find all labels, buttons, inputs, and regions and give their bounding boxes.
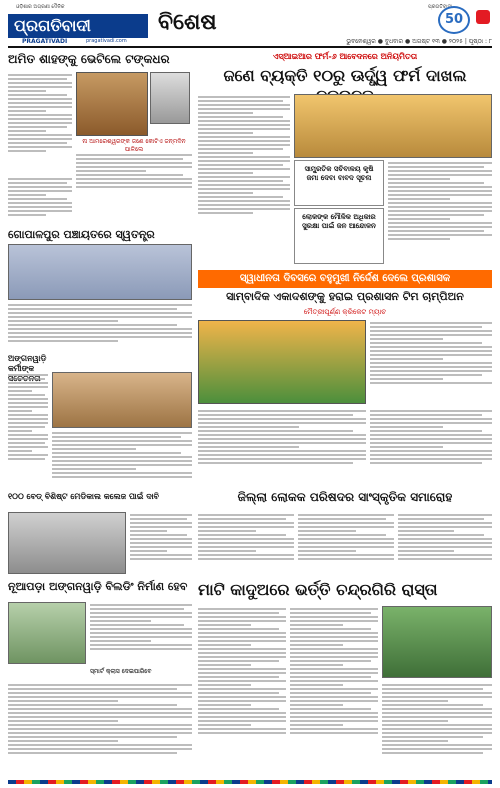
mid-box-b: ଲୋକଙ୍କ ମୌଳିକ ଅଧିକାର ସୁରକ୍ଷା ପାଇଁ ଜନ ଆନ୍ଦୋଳନ [294,208,384,264]
top-banner: ଏସ୍‌ଆଇଆର ଫର୍ମ-୬ ଆବେଦନରେ ଅନିୟମିତତା [272,52,418,61]
mid-text-a [198,94,290,264]
mid-text-c [370,320,492,404]
left-photo-3 [52,372,192,428]
orange-strip: ସ୍ୱାଧୀନତା ଦିବସରେ ବହୁମୁଖୀ ନିର୍ଦ୍ଦେଶ ଦେଲେ ପ୍ରଶାସକ [198,270,492,288]
mid-text-d [198,408,366,484]
bottom-photo-right [382,606,492,678]
top-small-left: ଓଡ଼ିଶାର ଅଗ୍ରଣୀ ଦୈନିକ [16,4,65,10]
mid-photo-a [294,94,492,158]
section-row: ଜିଲ୍ଲା ଲୋକକ ପରିଷଦର ସାଂସ୍କୃତିକ ସମାରୋହ [237,490,453,504]
bottom-text-r1 [198,606,286,778]
bottom-head-right: ମାଟି କାଦୁଅରେ ଭର୍ତ୍ତି ଚନ୍ଦ୍ରଗିରି ରାସ୍ତା [198,580,438,599]
lead-photo-secondary [150,72,190,124]
logo-text: ପ୍ରଗତିବାଦୀ [14,16,91,35]
left-head-4: ୧୦୦ ବେଡ୍ ବିଶିଷ୍ଟ ମେଡିକାଲ କଲେଜ ପାଇଁ ଦାବି [8,492,159,501]
left-text-4 [52,430,192,490]
lead-caption: ନା ଆମରେଶ୍ୱରଙ୍କ ଜଣେ କୋଟିଏ ଜନ୍ମଦିନ ପାଳିଲେ [82,138,186,153]
left-text-2 [8,302,192,348]
bottom-subhead-left: ସ୍ମାର୍ଟ କ୍ଲାସ ଦେଇପାରିବେ [90,668,152,675]
lead-head: ଅମିତ ଶାହଙ୍କୁ ଭେଟିଲେ ଟଙ୍କଧର [8,52,170,66]
mid-text-e [370,408,492,484]
mid-left-photo [8,244,192,300]
bottom-text-r2 [290,606,378,778]
bottom-text-r3 [382,682,492,778]
anniversary-number: 50 [444,12,464,27]
lower-text-c [298,512,394,574]
bottom-head-left: ନୂଆପଡ଼ା ଅଙ୍ଗନୱାଡ଼ି ବିଲଡିଂ ନିର୍ମାଣ ହେବ [8,580,188,593]
lower-text-a [130,512,192,574]
lead-text [8,72,72,174]
left-text-3 [8,372,48,488]
bottom-text-left-2 [8,682,192,778]
small-text-a [76,152,192,194]
footer-color-strip [8,780,492,784]
mid-text-b [388,160,492,264]
lower-text-d [398,512,492,574]
left-head-3: ଅଙ୍ଗନୱାଡ଼ି କର୍ମୀଙ୍କ [8,354,47,373]
left-small-head: ଗୋପାଳପୁର ପଞ୍ଚାୟତରେ ସ୍ୱତନ୍ତ୍ର [8,228,155,241]
dateline: ଭୁବନେଶ୍ୱର ● ବୁଧବାର ● ଅଗଷ୍ଟ ୧୩ ● ୨୦୨୫ | ପୃଷ୍ଠା : ୮ [346,38,492,45]
logo-sub: PRAGATIVADI [22,38,68,45]
big-head: ଜଣେ ବ୍ୟକ୍ତି ୧୦ରୁ ଊର୍ଦ୍ଧ୍ୱ ଫର୍ମ ଦାଖଲ [223,66,467,85]
website: pragativadi.com [86,38,127,44]
top-small-right: ପ୍ରଗତିବାଦୀ [427,4,452,10]
bottom-photo-left [8,602,86,664]
banner-2: ସାମ୍ବାଦିକ ଏକାଦଶଙ୍କୁ ହରାଇ ପ୍ରଶାସନ ଟିମ ଚାମ୍ପିଅନ [226,290,464,303]
anniversary-badge [438,6,470,34]
lower-text-b [198,512,294,574]
lower-photo [8,512,126,574]
group-photo [198,320,366,404]
section-title: ବିଶେଷ [158,10,217,35]
masthead [8,4,492,48]
brand-icon [476,10,490,24]
logo [8,14,148,38]
small-text-b [8,176,72,226]
bottom-text-left [90,602,192,664]
lead-photo [76,72,148,136]
mid-box-a: ସାମ୍ପ୍ରତିକ ସଚିବାଳୟ କୃଷି ଜମା ଦେବା ବାବଦ ସୂଚନା [294,160,384,206]
banner-2-sub: ମୈତ୍ରୀପୂର୍ଣ୍ଣ କ୍ରିକେଟ ମ୍ୟାଚ [303,308,387,316]
